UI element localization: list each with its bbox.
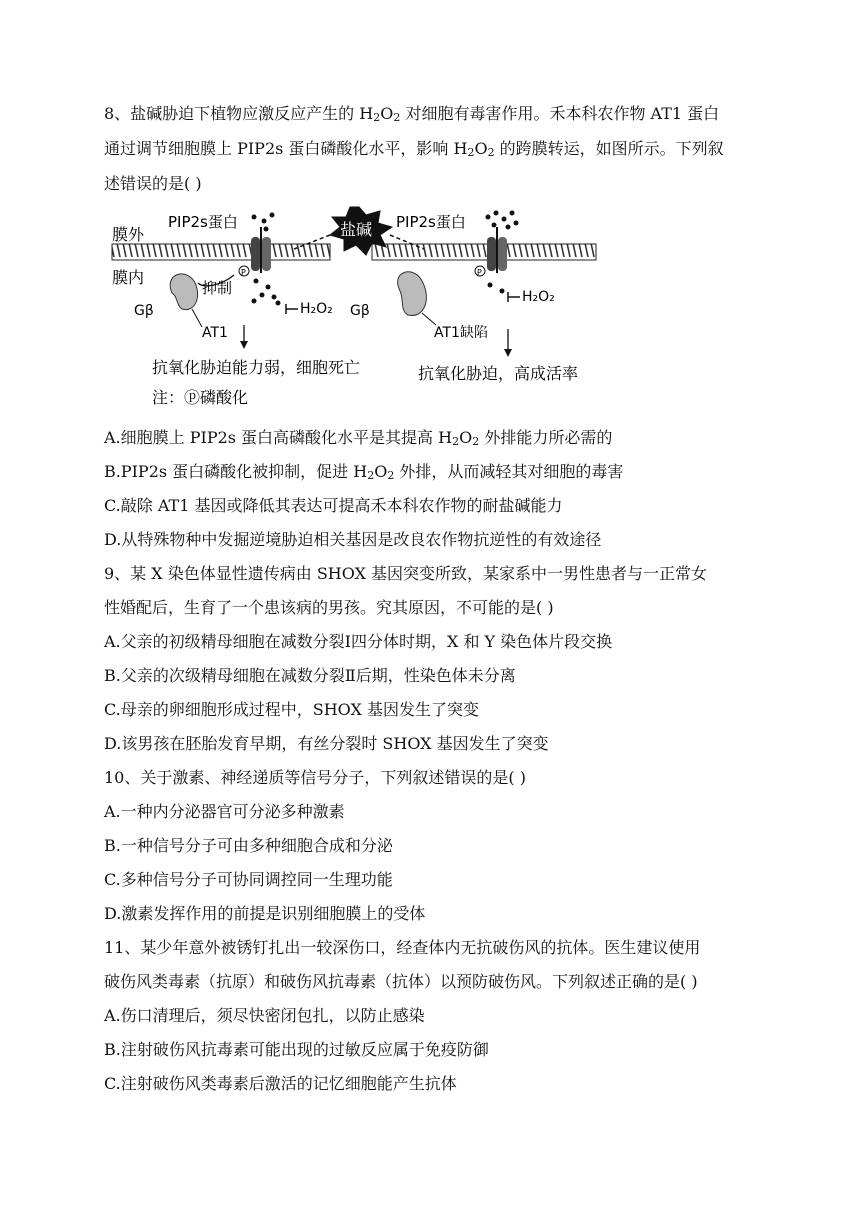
q9-option-c: C.母亲的卵细胞形成过程中，SHOX 基因发生了突变 xyxy=(104,700,479,719)
pip2s-label-right: PIP2s蛋白 xyxy=(396,213,466,231)
q8-option-b: B.PIP2s 蛋白磷酸化被抑制，促进 $H_2O_2$ 外排，从而减轻其对细胞的毒害 xyxy=(104,462,624,482)
q11-option-a: A.伤口清理后，须尽快密闭包扎，以防止感染 xyxy=(104,1006,425,1025)
membrane-left xyxy=(112,244,330,260)
q9-option-b: B.父亲的次级精母细胞在减数分裂Ⅱ后期，性染色体未分离 xyxy=(104,666,516,685)
phospho-mark-right: P xyxy=(477,268,482,277)
figure-note: 注：ⓟ磷酸化 xyxy=(152,388,249,407)
membrane-figure xyxy=(104,205,614,415)
salt-label: 盐碱 xyxy=(340,220,373,239)
result-right: 抗氧化胁迫，高成活率 xyxy=(418,364,579,383)
h2o2-label-left: H₂O₂ xyxy=(300,301,333,317)
q9-option-a: A.父亲的初级精母细胞在减数分裂Ⅰ四分体时期，X 和 Y 染色体片段交换 xyxy=(104,632,613,651)
q11-stem-line-2: 破伤风类毒素（抗原）和破伤风抗毒素（抗体）以预防破伤风。下列叙述正确的是( ) xyxy=(104,972,698,991)
q11-stem-line-1: 11、某少年意外被锈钉扎出一较深伤口，经查体内无抗破伤风的抗体。医生建议使用 xyxy=(104,938,701,957)
outside-label: 膜外 xyxy=(112,225,145,244)
at1-defect-label: AT1缺陷 xyxy=(434,325,488,341)
q8-stem-line-1: 8、盐碱胁迫下植物应激反应产生的 $H_2O_2$ 对细胞有毒害作用。禾本科农作物 AT1 蛋白 xyxy=(104,104,720,124)
q11-option-c: C.注射破伤风类毒素后激活的记忆细胞能产生抗体 xyxy=(104,1074,457,1093)
q8-stem-line-3: 述错误的是( ) xyxy=(104,174,202,193)
q10-option-c: C.多种信号分子可协同调控同一生理功能 xyxy=(104,870,393,889)
membrane-right xyxy=(372,244,596,260)
q10-option-d: D.激素发挥作用的前提是识别细胞膜上的受体 xyxy=(104,904,426,923)
inside-label: 膜内 xyxy=(112,268,145,287)
h2o2-label-right: H₂O₂ xyxy=(522,289,555,305)
at1-protein-left xyxy=(134,274,248,349)
q10-option-b: B.一种信号分子可由多种细胞合成和分泌 xyxy=(104,836,393,855)
pip2s-label-left: PIP2s蛋白 xyxy=(168,213,238,231)
q8-stem-line-2: 通过调节细胞膜上 PIP2s 蛋白磷酸化水平，影响 $H_2O_2$ 的跨膜转运，如图所示。下列叙 xyxy=(104,139,724,159)
result-left: 抗氧化胁迫能力弱，细胞死亡 xyxy=(152,358,361,377)
phospho-mark-left: P xyxy=(241,268,246,277)
q9-stem-line-1: 9、某 X 染色体显性遗传病由 SHOX 基因突变所致，某家系中一男性患者与一正常女 xyxy=(104,564,708,583)
q8-option-a: A.细胞膜上 PIP2s 蛋白高磷酸化水平是其提高 $H_2O_2$ 外排能力所必需的 xyxy=(104,428,613,448)
q10-stem: 10、关于激素、神经递质等信号分子，下列叙述错误的是( ) xyxy=(104,768,526,787)
gbeta-label-right: Gβ xyxy=(350,303,370,319)
inhibit-label: 抑制 xyxy=(202,279,233,297)
q11-option-b: B.注射破伤风抗毒素可能出现的过敏反应属于免疫防御 xyxy=(104,1040,489,1059)
q10-option-a: A.一种内分泌器官可分泌多种激素 xyxy=(104,802,345,821)
gbeta-label-left: Gβ xyxy=(134,303,154,319)
q8-option-c: C.敲除 AT1 基因或降低其表达可提高禾本科农作物的耐盐碱能力 xyxy=(104,496,563,515)
at1-label: AT1 xyxy=(202,325,228,341)
q8-option-d: D.从特殊物种中发掘逆境胁迫相关基因是改良农作物抗逆性的有效途径 xyxy=(104,530,602,549)
q9-stem-line-2: 性婚配后，生育了一个患该病的男孩。究其原因，不可能的是( ) xyxy=(104,598,554,617)
q9-option-d: D.该男孩在胚胎发育早期，有丝分裂时 SHOX 基因发生了突变 xyxy=(104,734,549,753)
